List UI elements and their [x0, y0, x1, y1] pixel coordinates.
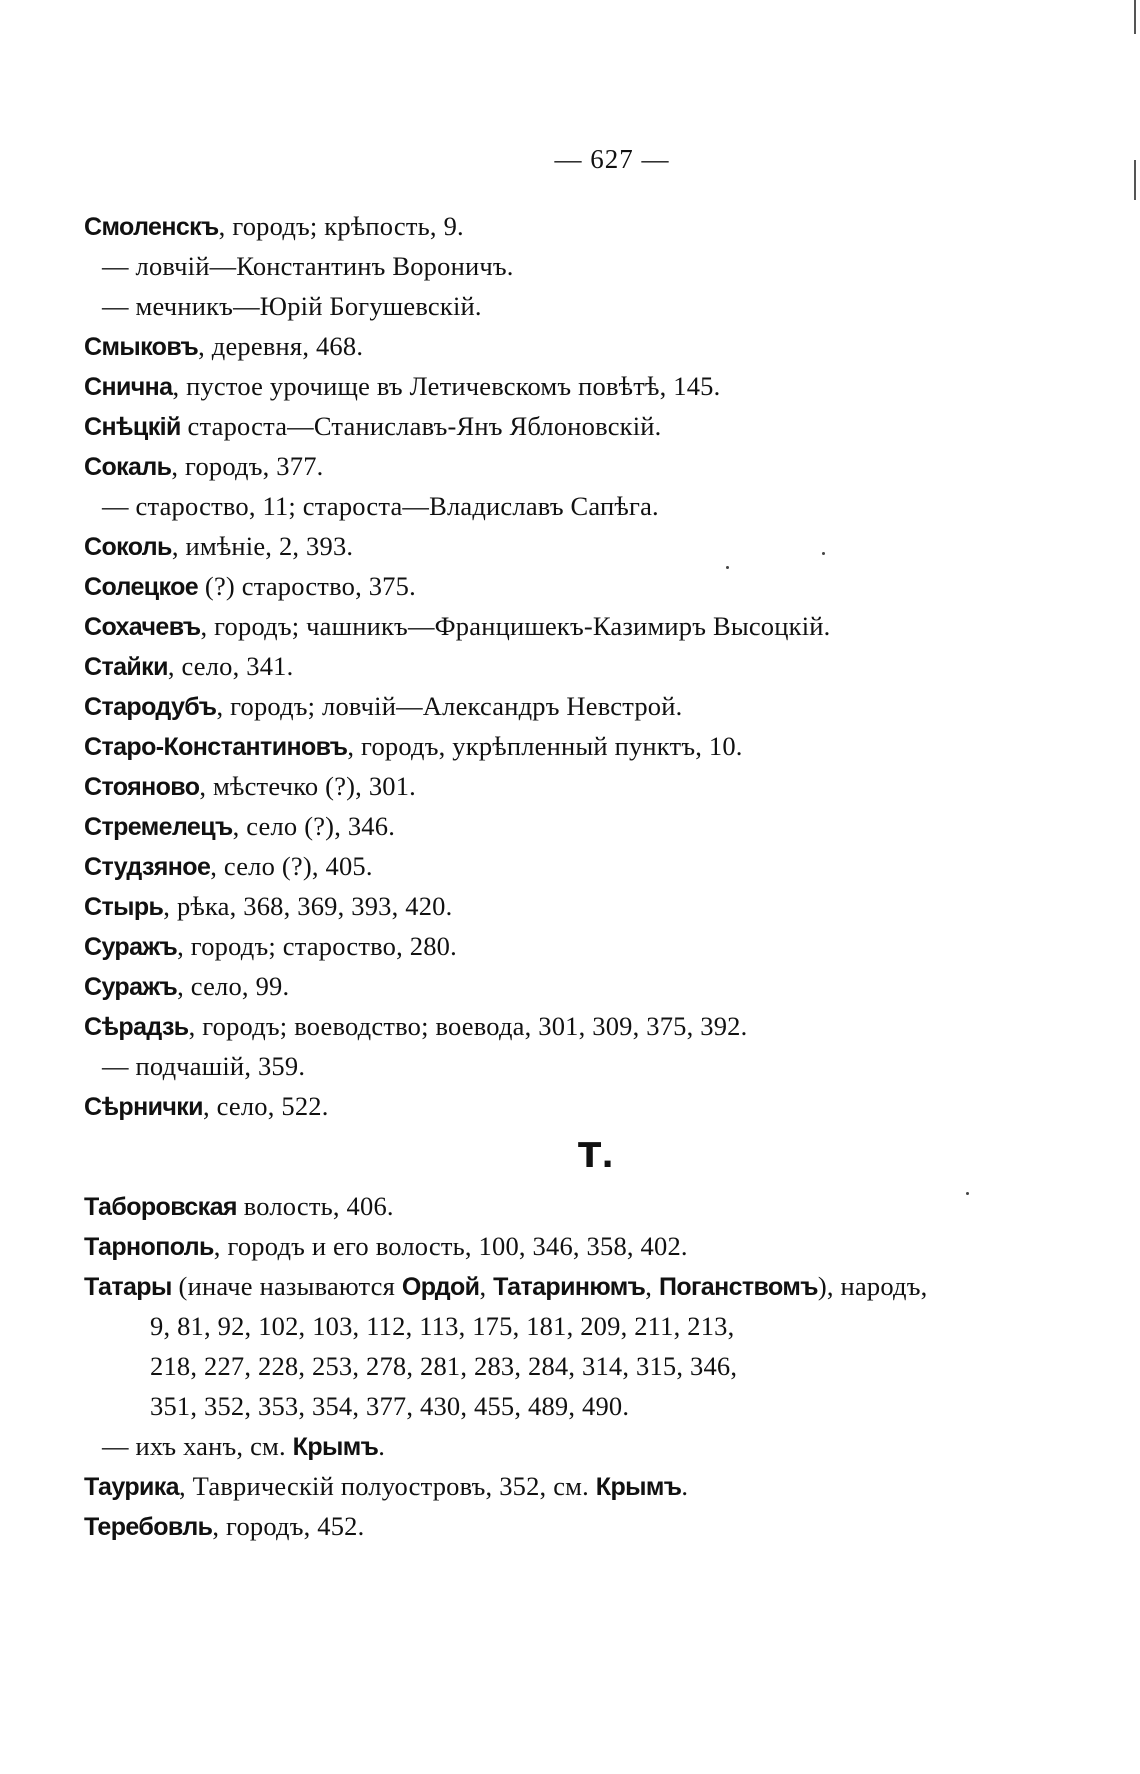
index-entry [84, 206, 1084, 246]
entry-text: староста—Станиславъ-Янъ Яблоновскій. [180, 411, 662, 441]
entry-headword: Теребовль [84, 1513, 213, 1541]
print-speck [726, 566, 729, 569]
index-entry [84, 526, 1084, 566]
entry-headword: Тарнополь [84, 1233, 214, 1261]
index-subentry [84, 486, 1084, 526]
index-entry [84, 646, 1084, 686]
entry-headword: Стремелецъ [84, 813, 233, 841]
entry-text: — мечникъ—Юрій Богушевскій. [102, 291, 482, 321]
entry-headword: Сохачевъ [84, 613, 201, 641]
entry-headword: Снѣцкій [84, 413, 181, 441]
entry-headword: Старо-Константиновъ [84, 733, 348, 761]
index-entry-tatary [84, 1266, 1084, 1426]
entry-text: , село (?), 405. [210, 851, 373, 881]
entry-headword: Сѣрадзь [84, 1013, 189, 1041]
index-entry [84, 846, 1084, 886]
index-entry [84, 1466, 1084, 1506]
page-number: — 627 — [554, 144, 670, 174]
entry-continuation: 9, 81, 92, 102, 103, 112, 113, 175, 181, 209, 211, 213, [150, 1311, 735, 1341]
index-entry [84, 1086, 1084, 1126]
entry-text: , село, 99. [177, 971, 290, 1001]
entry-text: , городъ и его волость, 100, 346, 358, 402. [213, 1231, 688, 1261]
entry-headword: Суражъ [84, 973, 178, 1001]
index-entry [84, 966, 1084, 1006]
entry-text: , [645, 1271, 659, 1301]
print-speck [966, 1192, 969, 1195]
entry-text: , село, 522. [202, 1091, 329, 1121]
entry-text: , рѣка, 368, 369, 393, 420. [163, 891, 453, 921]
index-entry [84, 926, 1084, 966]
entry-text: — подчашій, 359. [102, 1051, 306, 1081]
cross-reference: Крымъ [595, 1473, 682, 1501]
entry-text: — ихъ ханъ, см. [102, 1431, 293, 1461]
index-entry [84, 326, 1084, 366]
index-entry [84, 446, 1084, 486]
entry-text: , городъ, 377. [171, 451, 324, 481]
entry-text: (?) староство, 375. [198, 571, 416, 601]
index-entry [84, 726, 1084, 766]
entry-headword: Стародубъ [84, 693, 217, 721]
index-entry [84, 1226, 1084, 1266]
entry-first-line [84, 1266, 1084, 1306]
entry-headword: Сѣрнички [84, 1093, 203, 1121]
entry-headword: Татары [84, 1273, 172, 1301]
entries-s-section [84, 206, 1084, 1126]
entry-text: , село (?), 346. [232, 811, 396, 841]
entry-headword: Снична [84, 373, 173, 401]
entry-text: , пустое урочище въ Летичевскомъ повѣтѣ, 145. [172, 371, 721, 401]
entry-text: — ловчій—Константинъ Вороничъ. [102, 251, 514, 281]
entry-headword: Стайки [84, 653, 168, 681]
index-entry [84, 886, 1084, 926]
cross-reference: Крымъ [292, 1433, 379, 1461]
index-entries [84, 206, 1084, 1546]
entry-alias: Ордой [401, 1273, 480, 1301]
entry-headword: Сокаль [84, 453, 172, 481]
entry-text: , деревня, 468. [198, 331, 364, 361]
index-entry [84, 606, 1084, 646]
entry-text: , городъ, 452. [212, 1511, 365, 1541]
entry-text: , [479, 1271, 494, 1301]
index-subentry [84, 286, 1084, 326]
index-entry [84, 766, 1084, 806]
index-subentry [84, 246, 1084, 286]
index-entry [84, 1506, 1084, 1546]
entry-text: , городъ; крѣпость, 9. [218, 211, 464, 241]
entry-alias: Поганствомъ [658, 1273, 818, 1301]
entry-headword: Таборовская [84, 1193, 237, 1221]
entry-text: ), народъ, [817, 1271, 928, 1301]
entry-text: , городъ; чашникъ—Францишекъ-Казимиръ Высоцкій. [200, 611, 831, 641]
entry-continuation: 218, 227, 228, 253, 278, 281, 283, 284, 314, 315, 346, [150, 1351, 738, 1381]
entry-headword: Соколь [84, 533, 172, 561]
entry-headword: Смоленскъ [84, 213, 219, 241]
index-entry [84, 1186, 1084, 1226]
print-speck [822, 552, 825, 555]
entry-continuation: 351, 352, 353, 354, 377, 430, 455, 489, 490. [150, 1391, 630, 1421]
entry-headword: Студзяное [84, 853, 211, 881]
entry-text: (иначе называются [171, 1271, 402, 1301]
entry-headword: Смыковъ [84, 333, 199, 361]
index-entry [84, 1006, 1084, 1046]
index-entry [84, 686, 1084, 726]
entry-text: , Таврическій полуостровъ, 352, см. [178, 1471, 596, 1501]
scan-edge-mark [1134, 0, 1136, 34]
entry-text: , село, 341. [167, 651, 294, 681]
entry-alias: Татаринюмъ [493, 1273, 646, 1301]
index-entry [84, 566, 1084, 606]
section-letter-heading: Т. [577, 1136, 615, 1176]
index-subentry [84, 1046, 1084, 1086]
entry-text: , городъ; воеводство; воевода, 301, 309, 375, 392. [188, 1011, 748, 1041]
index-entry [84, 806, 1084, 846]
entry-headword: Суражъ [84, 933, 178, 961]
entry-text: — староство, 11; староста—Владиславъ Сапѣга. [102, 491, 659, 521]
entry-text: . [378, 1431, 386, 1461]
entry-text: волость, 406. [236, 1191, 394, 1221]
index-subentry [84, 1426, 1084, 1466]
entry-headword: Стырь [84, 893, 164, 921]
entry-text: , мѣстечко (?), 301. [199, 771, 417, 801]
index-entry [84, 406, 1084, 446]
index-entry [84, 366, 1084, 406]
entry-text: , имѣніе, 2, 393. [171, 531, 354, 561]
scan-edge-mark [1134, 160, 1136, 200]
entry-text: , городъ; староство, 280. [177, 931, 457, 961]
entry-headword: Солецкое [84, 573, 199, 601]
entry-headword: Стояново [84, 773, 200, 801]
entry-text: , городъ, укрѣпленный пунктъ, 10. [347, 731, 743, 761]
entry-headword: Таурика [84, 1473, 179, 1501]
entry-text: , городъ; ловчій—Александръ Невстрой. [216, 691, 683, 721]
entry-text: . [681, 1471, 689, 1501]
